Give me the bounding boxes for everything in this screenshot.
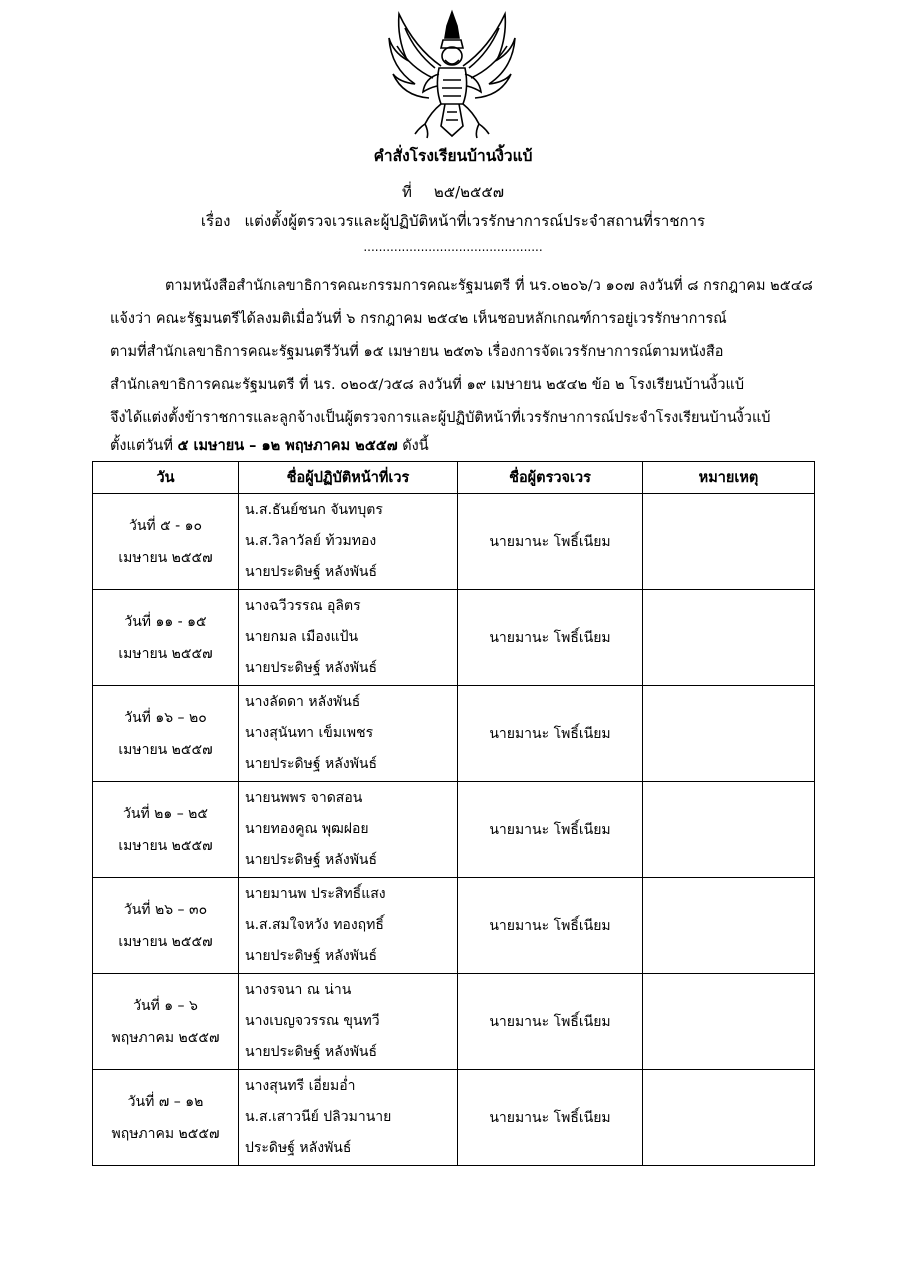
duty-roster-table (92, 461, 815, 1166)
inspector-cell: นายมานะ โพธิ์เนียม (458, 686, 643, 782)
staff-name: นายประดิษฐ์ หลังพันธ์ (245, 948, 378, 964)
note-cell (643, 494, 815, 590)
staff-name: นายประดิษฐ์ หลังพันธ์ (245, 564, 378, 580)
day-month: เมษายน ๒๕๕๗ (118, 933, 213, 950)
day-cell (93, 494, 239, 590)
day-range: วันที่ ๑๖ – ๒๐ (124, 709, 207, 726)
staff-name: น.ส.ธันย์ชนก จันทบุตร (245, 502, 383, 518)
day-cell (93, 590, 239, 686)
staff-name: นางเบญจวรรณ ขุนทวี (245, 1013, 380, 1029)
table-row (93, 494, 815, 590)
period-prefix: ตั้งแต่วันที่ (110, 438, 178, 454)
col-header-inspector: ชื่อผู้ตรวจเวร (458, 462, 643, 494)
staff-cell (239, 878, 458, 974)
body-line: ตามที่สำนักเลขาธิการคณะรัฐมนตรีวันที่ ๑๕ เมษายน ๒๕๓๖ เรื่องการจัดเวรรักษาการณ์ตามหนังสือ (110, 344, 724, 360)
day-cell (93, 686, 239, 782)
day-month: พฤษภาคม ๒๕๕๗ (111, 1029, 220, 1046)
day-cell (93, 974, 239, 1070)
day-range: วันที่ ๒๖ – ๓๐ (123, 901, 208, 918)
day-cell (93, 782, 239, 878)
staff-name: นางลัดดา หลังพันธ์ (245, 694, 361, 710)
note-cell (643, 974, 815, 1070)
body-line: จึงได้แต่งตั้งข้าราชการและลูกจ้างเป็นผู้ตรวจการและผู้ปฏิบัติหน้าที่เวรรักษาการณ์ประจำโรงเรียนบ้านงิ้วแบ้ (110, 410, 771, 426)
subject-text: แต่งตั้งผู้ตรวจเวรและผู้ปฏิบัติหน้าที่เวรรักษาการณ์ประจำสถานที่ราชการ (244, 212, 706, 230)
inspector-cell: นายมานะ โพธิ์เนียม (458, 590, 643, 686)
staff-name: น.ส.วิลาวัลย์ ท้วมทอง (245, 533, 377, 549)
staff-name: นางฉวีวรรณ อุลิตร (245, 598, 361, 614)
day-range: วันที่ ๑๑ - ๑๕ (124, 613, 207, 630)
body-line: ตามหนังสือสำนักเลขาธิการคณะกรรมการคณะรัฐมนตรี ที่ นร.๐๒๐๖/ว ๑๐๗ ลงวันที่ ๘ กรกฎาคม ๒๕๔๘ (165, 278, 813, 294)
day-month: เมษายน ๒๕๕๗ (118, 549, 213, 566)
staff-name: นายประดิษฐ์ หลังพันธ์ (245, 660, 378, 676)
day-month: พฤษภาคม ๒๕๕๗ (111, 1125, 220, 1142)
table-row (93, 782, 815, 878)
staff-name: นายประดิษฐ์ หลังพันธ์ (245, 1044, 378, 1060)
col-header-day: วัน (93, 462, 239, 494)
table-row (93, 974, 815, 1070)
staff-cell (239, 974, 458, 1070)
subject-line (0, 209, 906, 233)
duty-period: ๕ เมษายน – ๑๒ พฤษภาคม ๒๕๕๗ (177, 438, 398, 454)
table-row (93, 590, 815, 686)
note-cell (643, 782, 815, 878)
staff-cell (239, 590, 458, 686)
staff-cell (239, 782, 458, 878)
staff-name: นายประดิษฐ์ หลังพันธ์ (245, 852, 378, 868)
day-range: วันที่ ๕ - ๑๐ (128, 517, 203, 534)
note-cell (643, 878, 815, 974)
table-header-row (93, 462, 815, 494)
col-header-note: หมายเหตุ (643, 462, 815, 494)
staff-name: ประดิษฐ์ หลังพันธ์ (245, 1140, 352, 1156)
staff-name: นางรจนา ณ น่าน (245, 982, 352, 998)
table-row (93, 878, 815, 974)
day-month: เมษายน ๒๕๕๗ (118, 741, 213, 758)
staff-name: นายนพพร จาดสอน (245, 790, 363, 806)
table-row (93, 686, 815, 782)
inspector-cell: นายมานะ โพธิ์เนียม (458, 974, 643, 1070)
body-line-period (110, 434, 429, 457)
inspector-cell: นายมานะ โพธิ์เนียม (458, 494, 643, 590)
staff-name: นางสุนันทา เข็มเพชร (245, 725, 374, 741)
staff-cell (239, 686, 458, 782)
inspector-cell: นายมานะ โพธิ์เนียม (458, 1070, 643, 1166)
staff-name: นายทองคูณ พุฒฝอย (245, 821, 369, 837)
day-range: วันที่ ๑ – ๖ (133, 997, 198, 1014)
inspector-cell: นายมานะ โพธิ์เนียม (458, 782, 643, 878)
table-row (93, 1070, 815, 1166)
staff-cell (239, 494, 458, 590)
body-line: สำนักเลขาธิการคณะรัฐมนตรี ที่ นร. ๐๒๐๕/ว๕๘ ลงวันที่ ๑๙ เมษายน ๒๕๔๒ ข้อ ๒ โรงเรียนบ้านงิ้วแบ้ (110, 377, 745, 393)
day-month: เมษายน ๒๕๕๗ (118, 837, 213, 854)
staff-cell (239, 1070, 458, 1166)
order-number-line (0, 180, 906, 204)
order-number-label: ที่ (401, 183, 412, 201)
separator-dots: ............................................... (363, 240, 543, 254)
col-header-staff: ชื่อผู้ปฏิบัติหน้าที่เวร (239, 462, 458, 494)
day-month: เมษายน ๒๕๕๗ (118, 645, 213, 662)
note-cell (643, 590, 815, 686)
staff-name: นางสุนทรี เอี่ยมอ่ำ (245, 1078, 356, 1094)
day-range: วันที่ ๗ – ๑๒ (127, 1093, 204, 1110)
document-title: คำสั่งโรงเรียนบ้านงิ้วแบ้ (373, 147, 533, 165)
body-line: แจ้งว่า คณะรัฐมนตรีได้ลงมติเมื่อวันที่ ๖ กรกฎาคม ๒๕๔๒ เห็นชอบหลักเกณฑ์การอยู่เวรรักษาการณ์ (110, 311, 727, 327)
note-cell (643, 1070, 815, 1166)
note-cell (643, 686, 815, 782)
staff-name: น.ส.เสาวนีย์ ปลิวมานาย (245, 1109, 392, 1125)
staff-name: นายกมล เมืองแป้น (245, 629, 359, 645)
order-number-value: ๒๕/๒๕๕๗ (433, 183, 505, 201)
staff-name: นายมานพ ประสิทธิ์แสง (245, 886, 386, 902)
staff-name: นายประดิษฐ์ หลังพันธ์ (245, 756, 378, 772)
day-range: วันที่ ๒๑ – ๒๕ (123, 805, 208, 822)
subject-label: เรื่อง (200, 212, 231, 230)
inspector-cell: นายมานะ โพธิ์เนียม (458, 878, 643, 974)
day-cell (93, 878, 239, 974)
staff-name: น.ส.สมใจหวัง ทองฤทธิ์ (245, 917, 384, 933)
day-cell (93, 1070, 239, 1166)
period-suffix: ดังนี้ (397, 438, 429, 454)
garuda-emblem (385, 8, 519, 140)
